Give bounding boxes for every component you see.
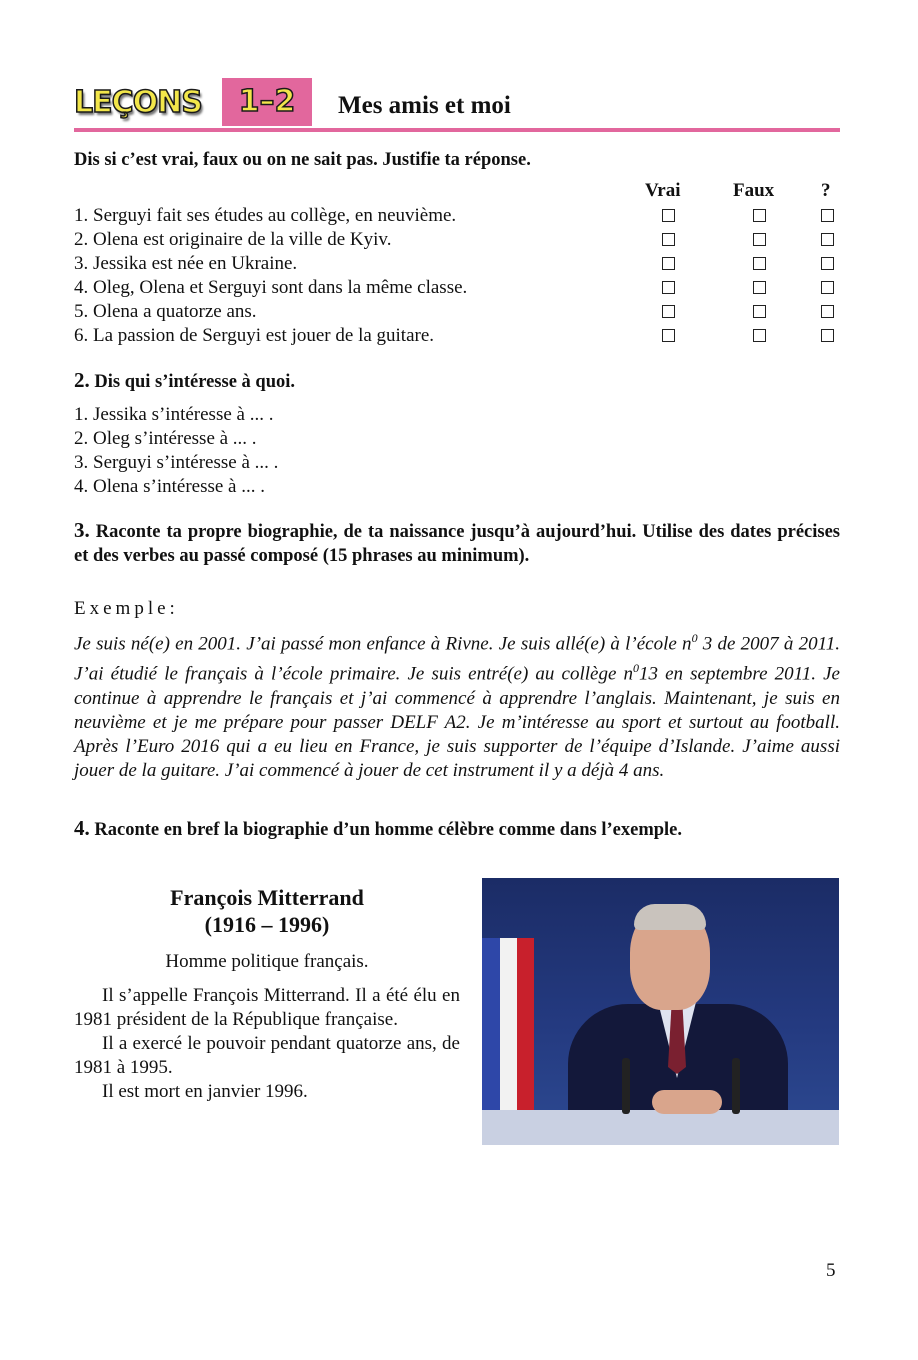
faux-checkbox[interactable] — [753, 281, 766, 294]
unknown-checkbox[interactable] — [821, 257, 834, 270]
desk-shape — [482, 1110, 839, 1145]
statement-row — [74, 300, 840, 324]
lesson-number-box: 1–2 — [222, 78, 312, 126]
vrai-checkbox[interactable] — [662, 281, 675, 294]
statement-text: 5. Olena a quatorze ans. — [74, 301, 257, 322]
exercise3-text: Raconte ta propre biographie, de ta naissance jusqu’à aujourd’hui. Utilise des dates précises et des verbes au passé composé (15 phrases au minimum). — [74, 522, 841, 566]
example-label: Exemple: — [74, 598, 179, 619]
lessons-badge: LEÇONS — [74, 85, 202, 120]
exercise2-number: 2. — [74, 368, 90, 392]
page-title: Mes amis et moi — [338, 92, 511, 119]
exercise4-text: Raconte en bref la biographie d’un homme célèbre comme dans l’exemple. — [94, 820, 683, 840]
exercise2-instruction — [74, 368, 295, 393]
unknown-checkbox[interactable] — [821, 281, 834, 294]
exercise2-list — [74, 403, 278, 499]
column-unknown: ? — [821, 180, 831, 201]
header-divider — [74, 128, 840, 132]
exercise3-number: 3. — [74, 518, 90, 542]
faux-checkbox[interactable] — [753, 305, 766, 318]
exercise2-text: Dis qui s’intéresse à quoi. — [94, 372, 295, 392]
statement-text: 3. Jessika est née en Ukraine. — [74, 253, 298, 274]
statement-row — [74, 204, 840, 228]
column-vrai: Vrai — [645, 180, 681, 201]
bio-dates: (1916 – 1996) — [204, 912, 330, 937]
list-item: 2. Oleg s’intéresse à ... . — [74, 428, 257, 449]
vrai-checkbox[interactable] — [662, 329, 675, 342]
bio-paragraph: Il est mort en janvier 1996. — [102, 1081, 308, 1102]
list-item: 3. Serguyi s’intéresse à ... . — [74, 452, 279, 473]
superscript-zero: 0 — [691, 631, 698, 645]
bio-paragraph: Il a exercé le pouvoir pendant quatorze ans, de 1981 à 1995. — [74, 1033, 460, 1078]
exercise4-number: 4. — [74, 816, 90, 840]
faux-checkbox[interactable] — [753, 329, 766, 342]
list-item: 1. Jessika s’intéresse à ... . — [74, 404, 274, 425]
statement-row — [74, 252, 840, 276]
unknown-checkbox[interactable] — [821, 209, 834, 222]
statement-list — [74, 204, 840, 348]
statement-text: 6. La passion de Serguyi est jouer de la guitare. — [74, 325, 435, 346]
faux-checkbox[interactable] — [753, 257, 766, 270]
french-flag — [482, 938, 534, 1118]
statement-row — [74, 324, 840, 348]
vrai-checkbox[interactable] — [662, 233, 675, 246]
bio-role: Homme politique français. — [165, 951, 369, 972]
unknown-checkbox[interactable] — [821, 233, 834, 246]
example-paragraph — [74, 626, 840, 783]
lesson-header — [74, 78, 840, 134]
example-text-part: 3 de 2007 à 2011. J’ai étudié le français à l’école primaire. Je suis entré(e) au collège n — [74, 633, 840, 685]
statement-row — [74, 228, 840, 252]
microphone-icon — [732, 1058, 740, 1114]
statement-text: 1. Serguyi fait ses études au collège, en neuvième. — [74, 205, 457, 226]
list-item: 4. Olena s’intéresse à ... . — [74, 476, 265, 497]
example-text-part: 13 en septembre 2011. Je continue à apprendre le français et j’ai commencé à apprendre l’anglais. Maintenant, je suis en neuvième et je me prépare pour passer DELF A2. Je m’intéresse au sport et surtout au football. Après l’Euro 2016 qui a eu lieu en France, je suis supporter de l’équipe d’Islande. J’aime aussi jouer de la guitare. J’ai commencé à jouer de cet instrument il y a déjà 4 ans. — [74, 663, 840, 781]
bio-name: François Mitterrand — [170, 885, 364, 910]
vrai-checkbox[interactable] — [662, 257, 675, 270]
faux-checkbox[interactable] — [753, 233, 766, 246]
faux-checkbox[interactable] — [753, 209, 766, 222]
mitterrand-photo — [482, 878, 839, 1145]
superscript-zero: 0 — [633, 661, 639, 676]
microphone-icon — [622, 1058, 630, 1114]
biography-box — [74, 884, 460, 1104]
unknown-checkbox[interactable] — [821, 329, 834, 342]
exercise4-instruction — [74, 814, 840, 844]
page-number: 5 — [826, 1260, 836, 1281]
example-text-part: Je suis né(e) en 2001. J’ai passé mon enfance à Rivne. Je suis allé(e) à l’école n — [74, 633, 692, 655]
statement-text: 4. Oleg, Olena et Serguyi sont dans la même classe. — [74, 277, 468, 298]
vrai-checkbox[interactable] — [662, 209, 675, 222]
exercise1-instruction: Dis si c’est vrai, faux ou on ne sait pas. Justifie ta réponse. — [74, 150, 531, 170]
statement-text: 2. Olena est originaire de la ville de Kyiv. — [74, 229, 392, 250]
answer-column-headers — [630, 180, 840, 204]
vrai-checkbox[interactable] — [662, 305, 675, 318]
statement-row — [74, 276, 840, 300]
column-faux: Faux — [733, 180, 775, 201]
bio-paragraph: Il s’appelle François Mitterrand. Il a été élu en 1981 président de la République française. — [74, 985, 460, 1030]
unknown-checkbox[interactable] — [821, 305, 834, 318]
exercise3-instruction — [74, 518, 840, 568]
